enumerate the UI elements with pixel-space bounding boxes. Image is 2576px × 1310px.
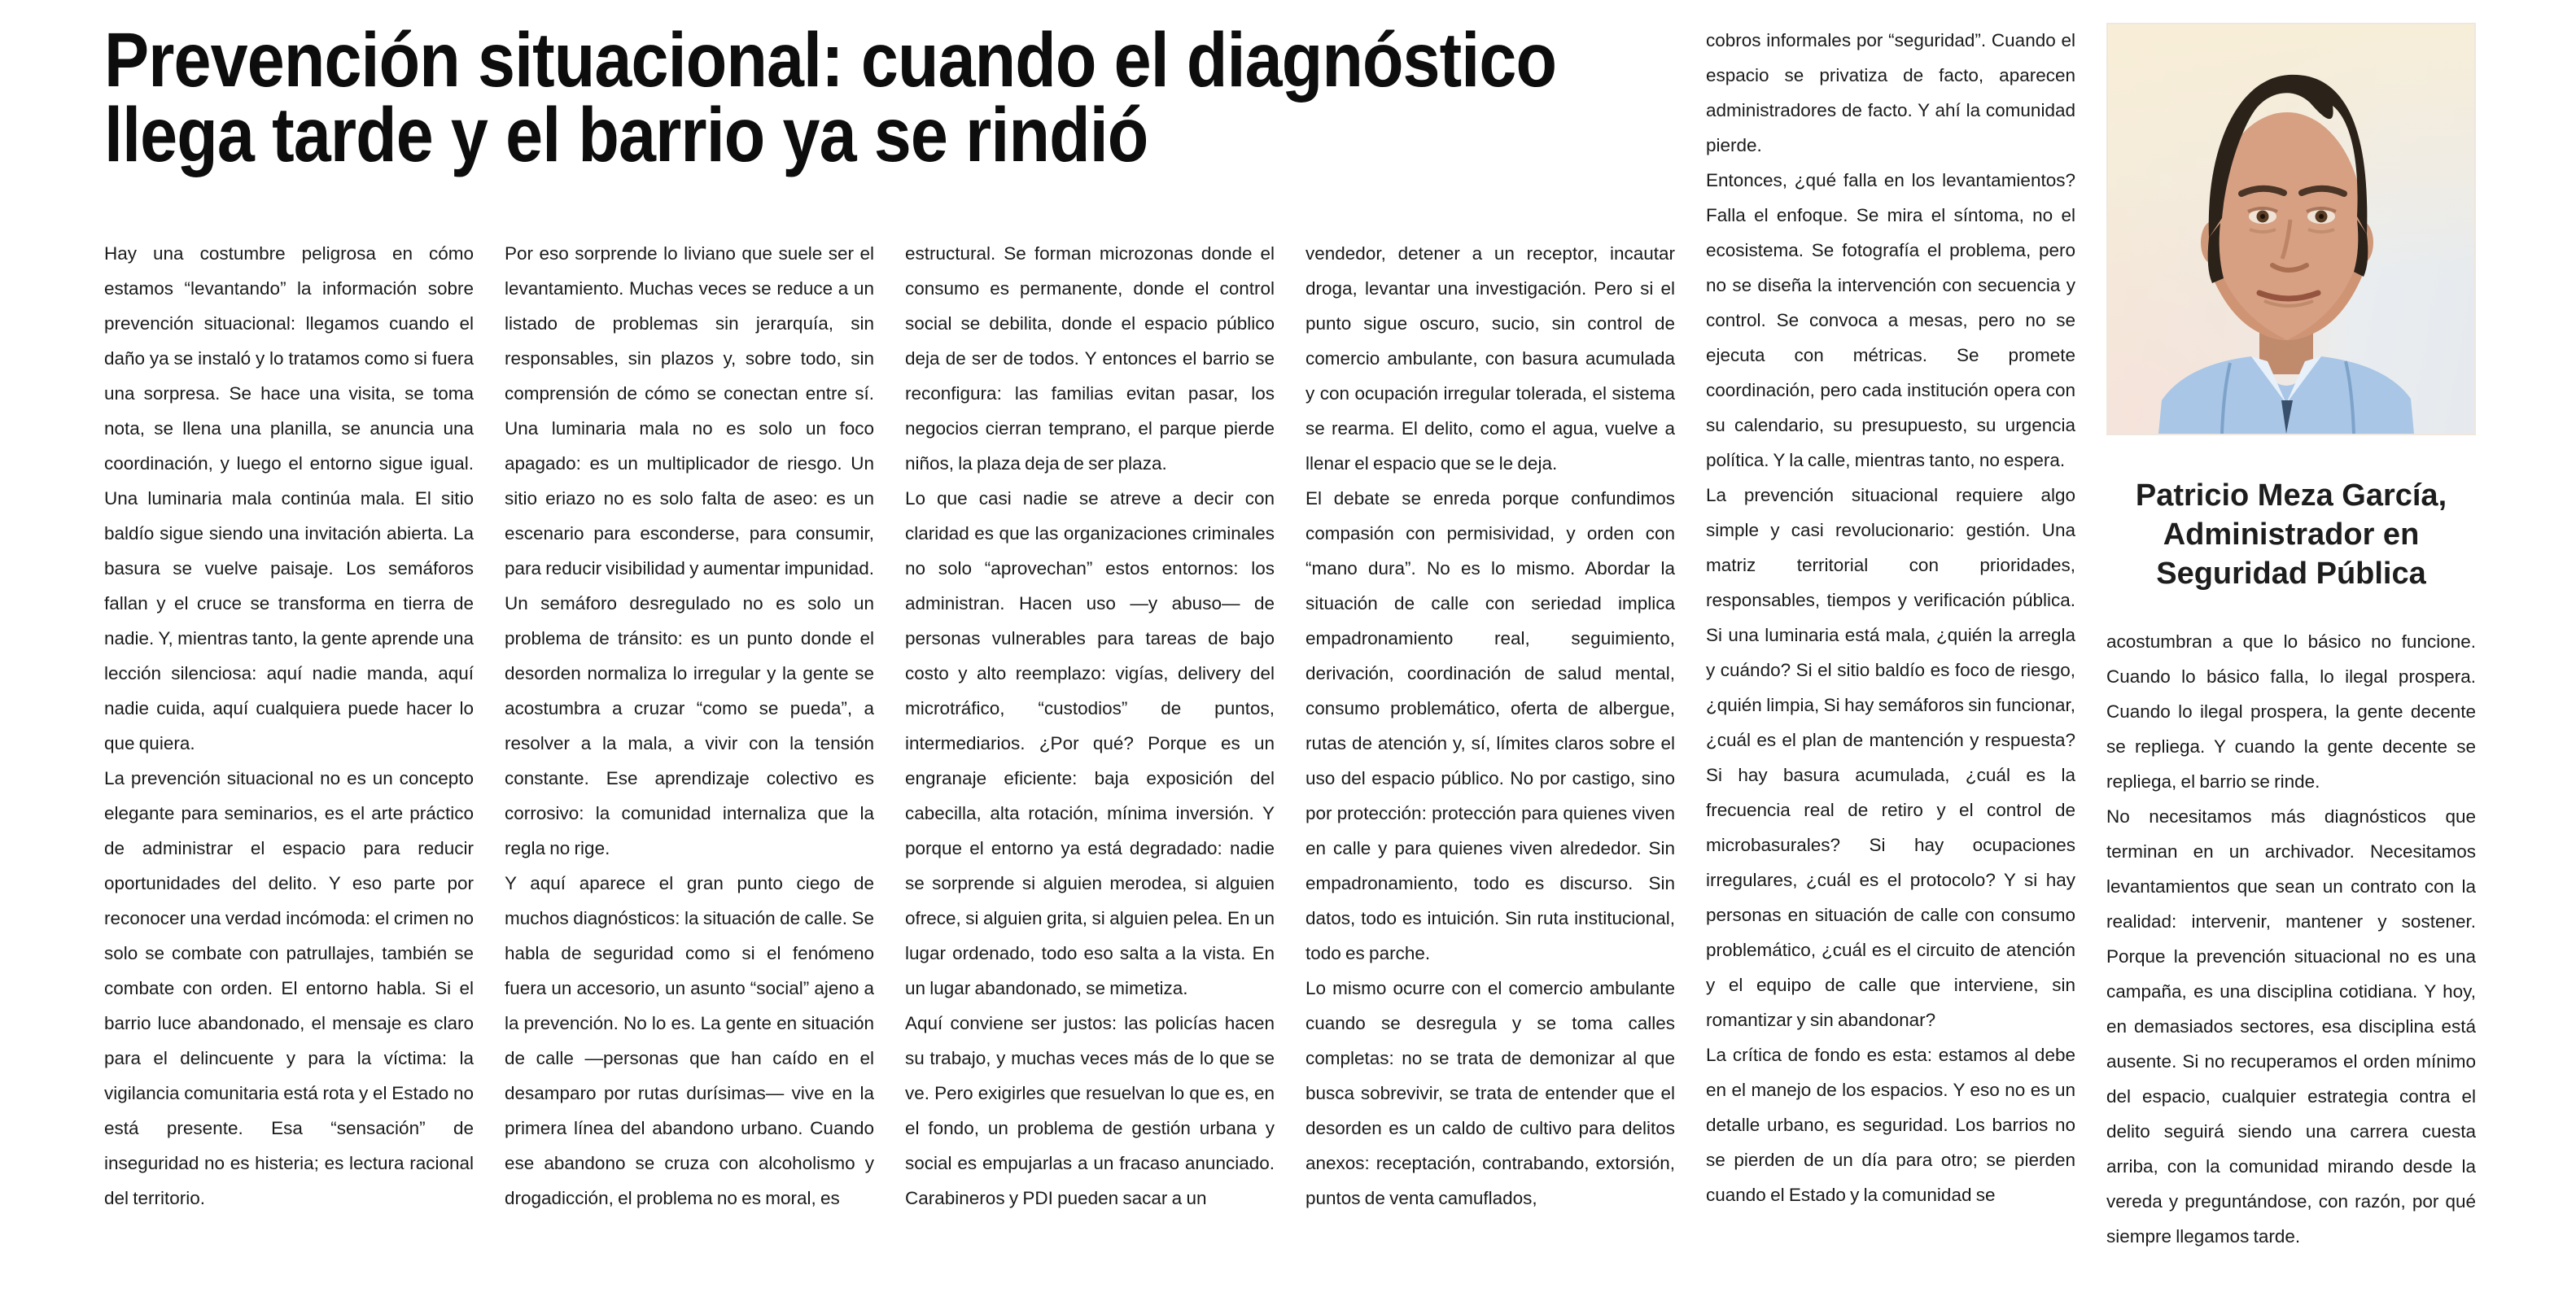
paragraph: Y aquí aparece el gran punto ciego de muchos diagnósticos: la situación de calle. Se habla de seguridad como si el fenómeno fuera un accesorio, un asunto “social” ajeno a la prevención. No lo es. La gente en situación de calle —personas que han caído en el desamparo por rutas durísimas— vive en la primera línea del abandono urbano. Cuando ese abandono se cruza con alcoholismo y drogadicción, el problema no es moral, es [505, 873, 874, 1208]
article-column-5 [1706, 23, 2075, 1287]
headline-line-1: Prevención situacional: cuando el diagnóstico [104, 17, 1557, 103]
article-column-4 [1305, 236, 1675, 1287]
article-column-3 [905, 236, 1275, 1287]
paragraph: Entonces, ¿qué falla en los levantamientos? Falla el enfoque. Se mira el síntoma, no el ecosistema. Se fotografía el problema, pero no se diseña la intervención con secuencia y control. Se convoca a mesas, pero no se ejecuta con métricas. Se promete coordinación, pero cada institución opera con su calendario, su presupuesto, su urgencia política. Y la calle, mientras tanto, no espera. [1706, 170, 2075, 470]
caption-line: Administrador en [2163, 517, 2420, 552]
article-column-2 [505, 236, 874, 1287]
photo-caption [2106, 476, 2476, 593]
paragraph: Por eso sorprende lo liviano que suele ser el levantamiento. Muchas veces se reduce a un listado de problemas sin jerarquía, sin responsables, sin plazos y, sobre todo, sin comprensión de cómo se conectan entre sí. Una luminaria mala no es solo un foco apagado: es un multiplicador de riesgo. Un sitio eriazo no es solo falta de aseo: es un escenario para esconderse, para consumir, para reducir visibilidad y aumentar impunidad. Un semáforo desregulado no es solo un problema de tránsito: es un punto donde el desorden normaliza lo irregular y la gente se acostumbra a cruzar “como se pueda”, a resolver a la mala, a vivir con la tensión constante. Ese aprendizaje colectivo es corrosivo: la comunidad internaliza que la regla no rige. [505, 243, 874, 858]
paragraph: Lo mismo ocurre con el comercio ambulante cuando se desregula y se toma calles completas: no se trata de demonizar al que busca sobrevivir, se trata de entender que el desorden es un caldo de cultivo para delitos anexos: receptación, contrabando, extorsión, puntos de venta camuflados, [1305, 978, 1675, 1208]
paragraph: Hay una costumbre peligrosa en cómo estamos “levantando” la información sobre prevención situacional: llegamos cuando el daño ya se instaló y lo tratamos como si fuera una sorpresa. Se hace una visita, se toma nota, se llena una planilla, se anuncia una coordinación, y luego el entorno sigue igual. Una luminaria mala continúa mala. El sitio baldío sigue siendo una invitación abierta. La basura se vuelve paisaje. Los semáforos fallan y el cruce se transforma en tierra de nadie. Y, mientras tanto, la gente aprende una lección silenciosa: aquí nadie manda, aquí nadie cuida, aquí cualquiera puede hacer lo que quiera. [104, 243, 474, 753]
paragraph: La prevención situacional no es un concepto elegante para seminarios, es el arte práctico de administrar el espacio para reducir oportunidades del delito. Y eso parte por reconocer una verdad incómoda: el crimen no solo se combate con patrullajes, también se combate con orden. El entorno habla. Si el barrio luce abandonado, el mensaje es claro para el delincuente y para la víctima: la vigilancia comunitaria está rota y el Estado no está presente. Esa “sensación” de inseguridad no es histeria; es lectura racional del territorio. [104, 768, 474, 1208]
paragraph: acostumbran a que lo básico no funcione. Cuando lo básico falla, lo ilegal prospera. Cuando lo ilegal prospera, la gente decente se repliega. Y cuando la gente decente se repliega, el barrio se rinde. [2106, 631, 2476, 792]
paragraph: cobros informales por “seguridad”. Cuando el espacio se privatiza de facto, aparecen administradores de facto. Y ahí la comunidad pierde. [1706, 30, 2075, 155]
article-layout-grid [104, 17, 2476, 1287]
author-portrait-illustration [2108, 24, 2474, 434]
paragraph: Lo que casi nadie se atreve a decir con claridad es que las organizaciones criminales no solo “aprovechan” estos entornos: los administran. Hacen uso —y abuso— de personas vulnerables para tareas de bajo costo y alto reemplazo: vigías, delivery del microtráfico, “custodios” de puntos, intermediarios. ¿Por qué? Porque es un engranaje eficiente: baja exposición del cabecilla, alta rotación, mínima inversión. Y porque el entorno ya está degradado: nadie se sorprende si alguien merodea, si alguien ofrece, si alguien grita, si alguien pelea. En un lugar ordenado, todo eso salta a la vista. En un lugar abandonado, se mimetiza. [905, 488, 1275, 998]
caption-line: Patricio Meza García, [2135, 478, 2447, 513]
author-photo [2106, 23, 2476, 435]
article-column-6-text [2106, 624, 2476, 1254]
paragraph: vendedor, detener a un receptor, incautar droga, levantar una investigación. Pero si el punto sigue oscuro, sucio, sin control de comercio ambulante, con basura acumulada y con ocupación irregular tolerada, el sistema se rearma. El delito, como el agua, vuelve a llenar el espacio que se le deja. [1305, 243, 1675, 474]
article-column-6 [2106, 23, 2476, 1287]
paragraph: estructural. Se forman microzonas donde el consumo es permanente, donde el control social se debilita, donde el espacio público deja de ser de todos. Y entonces el barrio se reconfigura: las familias evitan pasar, los negocios cierran temprano, el parque pierde niños, la plaza deja de ser plaza. [905, 243, 1275, 474]
paragraph: Aquí conviene ser justos: las policías hacen su trabajo, y muchas veces más de lo que se ve. Pero exigirles que resuelvan lo que es, en el fondo, un problema de gestión urbana y social es empujarlas a un fracaso anunciado. Carabineros y PDI pueden sacar a un [905, 1013, 1275, 1208]
article-column-1 [104, 236, 474, 1287]
headline-line-2: llega tarde y el barrio ya se rindió [104, 92, 1148, 178]
headline [104, 17, 1557, 236]
paragraph: La crítica de fondo es esta: estamos al debe en el manejo de los espacios. Y eso no es un detalle urbano, es seguridad. Los barrios no se pierden de un día para otro; se pierden cuando el Estado y la comunidad se [1706, 1045, 2075, 1205]
paragraph: La prevención situacional requiere algo simple y casi revolucionario: gestión. Una matriz territorial con prioridades, responsables, tiempos y verificación pública. Si una luminaria está mala, ¿quién la arregla y cuándo? Si el sitio baldío es foco de riesgo, ¿quién limpia, Si hay semáforos sin funcionar, ¿cuál es el plan de mantención y respuesta? Si hay basura acumulada, ¿cuál es la frecuencia real de retiro y el control de microbasurales? Si hay ocupaciones irregulares, ¿cuál es el protocolo? Y si hay personas en situación de calle con consumo problemático, ¿cuál es el circuito de atención y el equipo de calle que interviene, sin romantizar y sin abandonar? [1706, 485, 2075, 1030]
paragraph: El debate se enreda porque confundimos compasión con permisividad, y orden con “mano dura”. No es lo mismo. Abordar la situación de calle con seriedad implica empadronamiento real, seguimiento, derivación, coordinación de salud mental, consumo problemático, oferta de albergue, rutas de atención y, sí, límites claros sobre el uso del espacio público. No por castigo, sino por protección: protección para quienes viven en calle y para quienes viven alrededor. Sin empadronamiento, todo es discurso. Sin datos, todo es intuición. Sin ruta institucional, todo es parche. [1305, 488, 1675, 963]
caption-line: Seguridad Pública [2156, 557, 2426, 591]
paragraph: No necesitamos más diagnósticos que terminan en un archivador. Necesitamos levantamientos que sean un contrato con la realidad: intervenir, mantener y sostener. Porque la prevención situacional no es una campaña, es una disciplina cotidiana. Y hoy, en demasiados sectores, esa disciplina está ausente. Si no recuperamos el orden mínimo del espacio, cualquier estrategia contra el delito seguirá siendo una carrera cuesta arriba, con la comunidad mirando desde la vereda y preguntándose, con razón, por qué siempre llegamos tarde. [2106, 806, 2476, 1247]
